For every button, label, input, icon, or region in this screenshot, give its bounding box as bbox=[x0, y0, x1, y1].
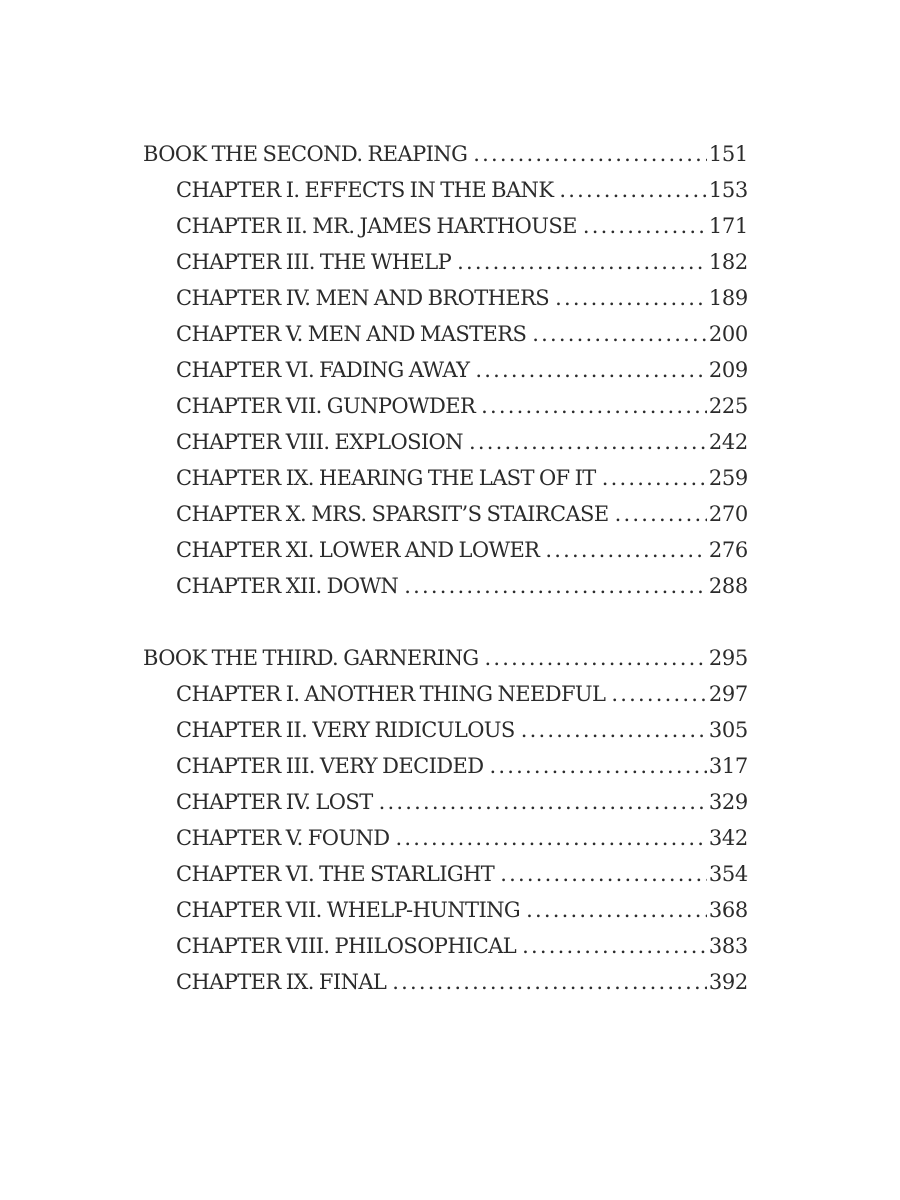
dot-leader bbox=[602, 460, 707, 496]
chapter-title: CHAPTER V. MEN AND MASTERS bbox=[176, 322, 527, 346]
chapter-title: CHAPTER VIII. PHILOSOPHICAL bbox=[176, 934, 517, 958]
chapter-title: CHAPTER VI. FADING AWAY bbox=[176, 358, 470, 382]
toc-entry-chapter[interactable] bbox=[143, 964, 748, 1000]
toc-entry-chapter[interactable] bbox=[143, 460, 748, 496]
toc-entry-chapter[interactable] bbox=[143, 352, 748, 388]
page-number: 342 bbox=[708, 826, 748, 850]
chapter-title: CHAPTER IV. LOST bbox=[176, 790, 373, 814]
dot-leader bbox=[473, 136, 707, 172]
page-number: 259 bbox=[708, 466, 748, 490]
page-number: 171 bbox=[708, 214, 748, 238]
dot-leader bbox=[522, 928, 707, 964]
page-number: 209 bbox=[708, 358, 748, 382]
page-number: 354 bbox=[708, 862, 748, 886]
toc-entry-chapter[interactable] bbox=[143, 316, 748, 352]
dot-leader bbox=[545, 532, 706, 568]
chapter-title: CHAPTER IV. MEN AND BROTHERS bbox=[176, 286, 550, 310]
dot-leader bbox=[526, 892, 707, 928]
toc-entry-chapter[interactable] bbox=[143, 424, 748, 460]
toc-entry-chapter[interactable] bbox=[143, 280, 748, 316]
toc-entry-book[interactable] bbox=[143, 640, 748, 676]
book-title: BOOK THE THIRD. GARNERING bbox=[143, 646, 479, 670]
page-number: 276 bbox=[708, 538, 748, 562]
toc-entry-chapter[interactable] bbox=[143, 388, 748, 424]
toc-entry-chapter[interactable] bbox=[143, 892, 748, 928]
page-number: 225 bbox=[708, 394, 748, 418]
chapter-title: CHAPTER VII. WHELP-HUNTING bbox=[176, 898, 521, 922]
toc-entry-chapter[interactable] bbox=[143, 568, 748, 604]
chapter-title: CHAPTER II. VERY RIDICULOUS bbox=[176, 718, 515, 742]
chapter-title: CHAPTER X. MRS. SPARSIT’S STAIRCASE bbox=[176, 502, 609, 526]
toc-entry-chapter[interactable] bbox=[143, 244, 748, 280]
chapter-title: CHAPTER IX. HEARING THE LAST OF IT bbox=[176, 466, 596, 490]
dot-leader bbox=[475, 352, 706, 388]
toc-entry-chapter[interactable] bbox=[143, 928, 748, 964]
toc-entry-chapter[interactable] bbox=[143, 208, 748, 244]
toc-entry-chapter[interactable] bbox=[143, 172, 748, 208]
dot-leader bbox=[379, 784, 707, 820]
page-number: 305 bbox=[708, 718, 748, 742]
dot-leader bbox=[555, 280, 707, 316]
chapter-title: CHAPTER XI. LOWER AND LOWER bbox=[176, 538, 540, 562]
page-number: 270 bbox=[708, 502, 748, 526]
page-number: 182 bbox=[708, 250, 748, 274]
chapter-title: CHAPTER I. ANOTHER THING NEEDFUL bbox=[176, 682, 606, 706]
page-number: 151 bbox=[708, 142, 748, 166]
toc-entry-chapter[interactable] bbox=[143, 856, 748, 892]
page-number: 329 bbox=[708, 790, 748, 814]
page-number: 383 bbox=[708, 934, 748, 958]
page-number: 392 bbox=[708, 970, 748, 994]
toc-entry-book[interactable] bbox=[143, 136, 748, 172]
chapter-title: CHAPTER II. MR. JAMES HARTHOUSE bbox=[176, 214, 577, 238]
page-number: 153 bbox=[708, 178, 748, 202]
dot-leader bbox=[392, 964, 707, 1000]
page-number: 200 bbox=[708, 322, 748, 346]
dot-leader bbox=[457, 244, 707, 280]
chapter-title: CHAPTER IX. FINAL bbox=[176, 970, 387, 994]
dot-leader bbox=[404, 568, 707, 604]
chapter-title: CHAPTER VI. THE STARLIGHT bbox=[176, 862, 495, 886]
page-number: 189 bbox=[708, 286, 748, 310]
toc-entry-chapter[interactable] bbox=[143, 676, 748, 712]
chapter-title: CHAPTER XII. DOWN bbox=[176, 574, 399, 598]
dot-leader bbox=[395, 820, 706, 856]
dot-leader bbox=[532, 316, 707, 352]
dot-leader bbox=[559, 172, 706, 208]
chapter-title: CHAPTER III. THE WHELP bbox=[176, 250, 452, 274]
dot-leader bbox=[500, 856, 707, 892]
toc-entry-chapter[interactable] bbox=[143, 712, 748, 748]
table-of-contents bbox=[143, 136, 748, 1036]
dot-leader bbox=[583, 208, 707, 244]
dot-leader bbox=[489, 748, 706, 784]
toc-entry-chapter[interactable] bbox=[143, 820, 748, 856]
toc-entry-chapter[interactable] bbox=[143, 532, 748, 568]
dot-leader bbox=[611, 676, 706, 712]
toc-entry-chapter[interactable] bbox=[143, 496, 748, 532]
chapter-title: CHAPTER VIII. EXPLOSION bbox=[176, 430, 463, 454]
toc-entry-chapter[interactable] bbox=[143, 784, 748, 820]
dot-leader bbox=[485, 640, 707, 676]
dot-leader bbox=[481, 388, 707, 424]
chapter-title: CHAPTER I. EFFECTS IN THE BANK bbox=[176, 178, 554, 202]
chapter-title: CHAPTER V. FOUND bbox=[176, 826, 390, 850]
toc-entry-chapter[interactable] bbox=[143, 748, 748, 784]
page-number: 317 bbox=[708, 754, 748, 778]
dot-leader bbox=[521, 712, 707, 748]
book-section bbox=[143, 640, 748, 1000]
page-number: 295 bbox=[708, 646, 748, 670]
page-number: 297 bbox=[708, 682, 748, 706]
page-number: 288 bbox=[708, 574, 748, 598]
dot-leader bbox=[615, 496, 707, 532]
page-number: 242 bbox=[708, 430, 748, 454]
chapter-title: CHAPTER VII. GUNPOWDER bbox=[176, 394, 476, 418]
book-section bbox=[143, 136, 748, 604]
page-number: 368 bbox=[708, 898, 748, 922]
chapter-title: CHAPTER III. VERY DECIDED bbox=[176, 754, 484, 778]
dot-leader bbox=[469, 424, 707, 460]
book-title: BOOK THE SECOND. REAPING bbox=[143, 142, 468, 166]
